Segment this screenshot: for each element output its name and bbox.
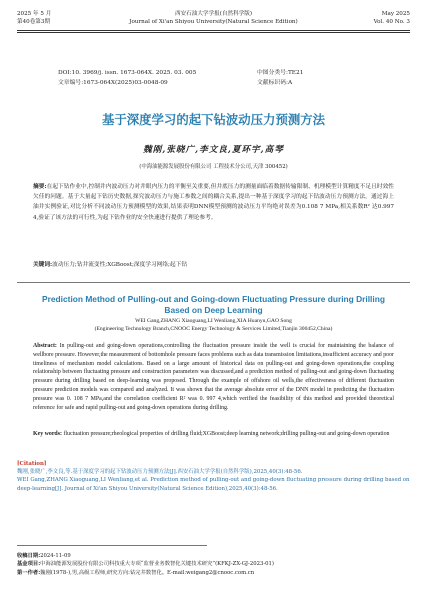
header-volume-cn: 第40卷第3期 — [17, 19, 51, 25]
article-number: 文章编号:1673-064X(2025)03-0048-09 — [58, 80, 168, 86]
cn-abstract — [33, 182, 394, 223]
footnotes — [17, 552, 410, 577]
en-abstract-text: In pulling-out and going-down operations,controlling the fluctuation pressure inside the well is crucial for maintaining the balance of wellbore pressure. However,the measurement of bottomhole pressure faces problems such as data transmission limitations,insufficient accuracy and poor timeliness of mechanism model calculations. Based on a large amount of historical data on pulling-out and going-down operations,the coupling relationship between fluctuating pressure and construction parameters was discussed,and a prediction method of pulling-out and going-down fluctuating pressure during drilling based on deep-learning was proposed. Through the example of offshore oil wells,the effectiveness of different fluctuation pressure prediction models was compared and analyzed. It was shown that the average absolute error of the DNN model in predicting the fluctuation pressure was 0. 108 7 MPa,and the correlation coefficient R² was 0. 997 4,which verified the feasibility of this method and provided theoretical reference for safe and rapid pulling-out and going-down operations during drilling. — [33, 343, 395, 411]
header-rule — [17, 30, 410, 31]
cn-abstract-label: 摘要: — [33, 184, 47, 190]
citation-en[interactable]: WEI Gang,ZHANG Xiaoguang,LI Wenliang,et al. Prediction method of pulling-out and going-down fluctuating pressure during drilling based on deep-learning[J]. Journal of Xi'an Shiyou University(Natural Science Edition),2025,40(3):48-56. — [17, 477, 410, 492]
header-date-cn: 2025 年 5 月 — [17, 11, 52, 17]
header-right — [374, 10, 410, 26]
fund-value: 中海油能源发展股份有限公司科技重大专项“监督业务数智化关键技术研究”(KFKJ-ZX-GJ-2023-01) — [40, 561, 274, 568]
header-journal-cn: 西安石油大学学报(自然科学版) — [174, 11, 253, 17]
citation-heading: [Citation] — [17, 461, 47, 467]
fund-label: 基金项目: — [17, 561, 41, 568]
en-keywords-label: Key words: — [33, 431, 62, 437]
running-header — [17, 10, 410, 44]
header-date-en: May 2025 — [381, 11, 410, 17]
en-title: Prediction Method of Pulling-out and Going-down Fluctuating Pressure during Drilling Based on Deep Learning — [42, 294, 385, 315]
received-date — [17, 552, 410, 560]
article-metadata — [58, 68, 397, 88]
clc-number: 中图分类号:TE21 — [257, 70, 304, 76]
header-volume-en: Vol. 40 No. 3 — [373, 19, 410, 25]
en-affiliation: (Engineering Technology Branch,CNOOC Energy Technology & Services Limited,Tianjin 300452,China) — [94, 326, 333, 332]
received-label: 收稿日期: — [17, 553, 41, 559]
header-center — [17, 10, 410, 26]
header-rule-thin — [17, 32, 410, 33]
fund-info — [17, 560, 410, 568]
citation-block — [17, 460, 410, 493]
document-code: 文献标识码:A — [257, 80, 293, 86]
footnote-rule — [17, 545, 207, 546]
received-value: 2024-11-09 — [40, 553, 71, 559]
cn-affiliation: (中海油能源发展股份有限公司 工程技术分公司,天津 300452) — [139, 164, 288, 170]
author-label: 第一作者: — [17, 569, 41, 576]
citation-cn[interactable]: 魏刚,张晓广,李文良,等.基于深度学习的起下钻波动压力预测方法[J].西安石油大学学报(自然科学版),2025,40(3):48-56. — [17, 469, 303, 476]
cn-keywords-text: 波动压力;钻井流变性;XGBoost;深度学习网络;起下钻 — [52, 262, 188, 268]
cn-title: 基于深度学习的起下钻波动压力预测方法 — [101, 112, 326, 127]
cn-keywords — [33, 260, 394, 270]
cn-abstract-text: 在起下钻作业中,控制井内波动压力对井眼内压力的平衡至关重要,但井底压力的测量面临着数据传输限制、机理模型计算精度不足且时效性欠佳的问题。基于大量起下钻历史数据,探究波动压力与施工参数之间的耦合关系,提出一种基于深度学习的起下钻波动压力预测方法。通过海上油井实例验证,对比分析不同波动压力预测模型的效果,结果表明DNN模型预测的波动压力平均绝对误差为0.108 7 MPa,相关系数R² 达0.997 4,验证了该方法的可行性,为起下钻作业的安全快速进行提供了理论参考。 — [33, 184, 394, 221]
en-authors: WEI Gang,ZHANG Xiaoguang,LI Wenliang,XIA Huanyu,GAO Song — [135, 318, 292, 324]
en-abstract — [33, 342, 394, 412]
cn-authors: 魏刚,张晓广,李文良,夏环宇,高琴 — [143, 145, 284, 155]
author-info — [17, 569, 410, 577]
section-divider — [17, 282, 410, 283]
en-keywords — [33, 430, 394, 439]
header-journal-en: Journal of Xi'an Shiyou University(Natural Science Edition) — [129, 19, 298, 25]
en-abstract-label: Abstract: — [33, 343, 57, 349]
cn-keywords-label: 关键词: — [33, 262, 53, 268]
doi[interactable]: DOI:10. 3969/j. issn. 1673-064X. 2025. 03. 005 — [58, 70, 197, 76]
en-keywords-text: fluctuation pressure;rheological properties of drilling fluid;XGBoost;deep learning network;drilling pulling-out and going-down operation — [63, 431, 390, 437]
author-value: 魏刚(1978-),男,高级工程师,研究方向:钻完井数智化。E-mail:weigang2@cnooc.com.cn — [40, 569, 255, 576]
